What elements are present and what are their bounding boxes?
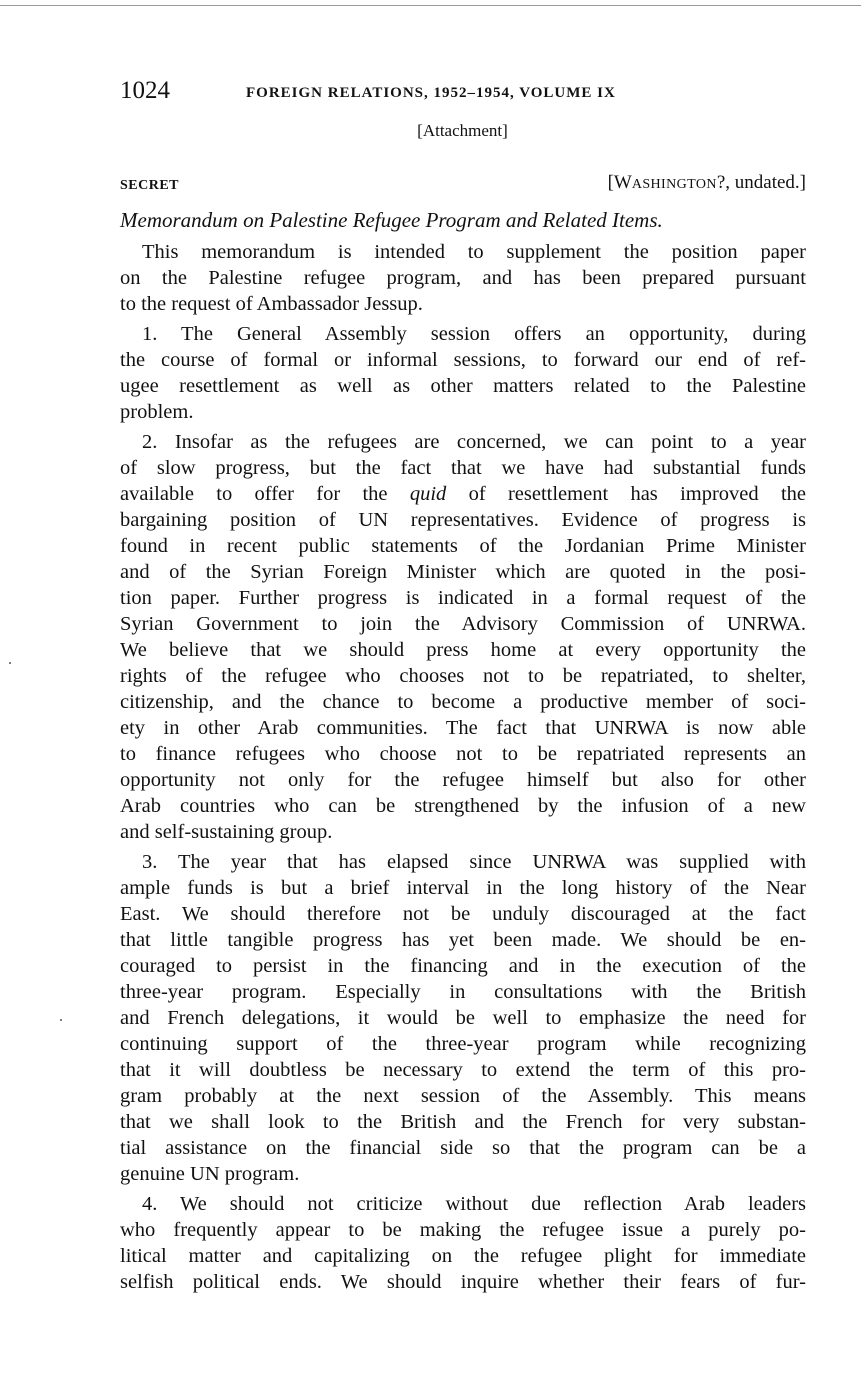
dateline bbox=[608, 172, 806, 194]
text-line: found in recent public statements of the Jordanian Prime Minister bbox=[120, 535, 806, 557]
paragraph-2 bbox=[120, 429, 806, 845]
text-line: We believe that we should press home at every opportunity the bbox=[120, 639, 806, 661]
scan-speck bbox=[9, 662, 11, 664]
text-line: Arab countries who can be strengthened by the infusion of a new bbox=[120, 795, 806, 817]
text-run: of resettlement has improved the bbox=[446, 483, 806, 505]
text-line: opportunity not only for the refugee himself but also for other bbox=[120, 769, 806, 791]
text-line: that little tangible progress has yet been made. We should be en- bbox=[120, 929, 806, 951]
dateline-rest: ?, undated.] bbox=[716, 172, 806, 193]
text-line: to finance refugees who choose not to be repatriated represents an bbox=[120, 743, 806, 765]
text-line: three-year program. Especially in consultations with the British bbox=[120, 981, 806, 1003]
running-head: FOREIGN RELATIONS, 1952–1954, VOLUME IX bbox=[246, 85, 616, 101]
text-line: tial assistance on the financial side so that the program can be a bbox=[120, 1137, 806, 1159]
text-line: Syrian Government to join the Advisory Commission of UNRWA. bbox=[120, 613, 806, 635]
text-line: This memorandum is intended to supplement the position paper bbox=[142, 241, 806, 263]
memorandum-body bbox=[120, 239, 806, 1299]
text-line: and self-sustaining group. bbox=[120, 821, 333, 843]
text-line: ugee resettlement as well as other matters related to the Palestine bbox=[120, 375, 806, 397]
paragraph-1 bbox=[120, 321, 806, 425]
text-line: 1. The General Assembly session offers an opportunity, during bbox=[142, 323, 806, 345]
text-line: that we shall look to the British and the French for very substan- bbox=[120, 1111, 806, 1133]
text-line: of slow progress, but the fact that we have had substantial funds bbox=[120, 457, 806, 479]
text-line: 2. Insofar as the refugees are concerned, we can point to a year bbox=[142, 431, 806, 453]
text-line: litical matter and capitalizing on the refugee plight for immediate bbox=[120, 1245, 806, 1267]
text-line: bargaining position of UN representatives. Evidence of progress is bbox=[120, 509, 806, 531]
classification-line bbox=[120, 172, 806, 198]
top-rule bbox=[0, 5, 861, 6]
text-line: on the Palestine refugee program, and has been prepared pursuant bbox=[120, 267, 806, 289]
paragraph-3 bbox=[120, 849, 806, 1187]
text-line: couraged to persist in the financing and in the execution of the bbox=[120, 955, 806, 977]
text-line: 4. We should not criticize without due reflection Arab leaders bbox=[142, 1193, 806, 1215]
text-line: gram probably at the next session of the Assembly. This means bbox=[120, 1085, 806, 1107]
text-line bbox=[120, 481, 806, 507]
page-header bbox=[120, 76, 810, 110]
text-line: and French delegations, it would be well to emphasize the need for bbox=[120, 1007, 806, 1029]
text-line: selfish political ends. We should inquire whether their fears of fur- bbox=[120, 1271, 806, 1293]
italic-term-quid: quid bbox=[409, 483, 447, 505]
text-line: continuing support of the three-year program while recognizing bbox=[120, 1033, 806, 1055]
paragraph-intro bbox=[120, 239, 806, 317]
paragraph-4 bbox=[120, 1191, 806, 1295]
text-line: ety in other Arab communities. The fact that UNRWA is now able bbox=[120, 717, 806, 739]
text-line: who frequently appear to be making the refugee issue a purely po- bbox=[120, 1219, 806, 1241]
text-line: tion paper. Further progress is indicated in a formal request of the bbox=[120, 587, 806, 609]
text-line: ample funds is but a brief interval in the long history of the Near bbox=[120, 877, 806, 899]
memorandum-title: Memorandum on Palestine Refugee Program and Related Items. bbox=[120, 208, 663, 232]
page-number: 1024 bbox=[120, 77, 170, 104]
dateline-open: [W bbox=[607, 172, 632, 193]
text-line: East. We should therefore not be unduly discouraged at the fact bbox=[120, 903, 806, 925]
classification-marking: SECRET bbox=[120, 178, 180, 193]
text-line: genuine UN program. bbox=[120, 1163, 300, 1185]
text-line: 3. The year that has elapsed since UNRWA was supplied with bbox=[142, 851, 806, 873]
text-line: problem. bbox=[120, 401, 194, 423]
attachment-label: [Attachment] bbox=[417, 121, 508, 140]
text-line: rights of the refugee who chooses not to be repatriated, to shelter, bbox=[120, 665, 806, 687]
text-line: citizenship, and the chance to become a productive member of soci- bbox=[120, 691, 806, 713]
text-line: and of the Syrian Foreign Minister which are quoted in the posi- bbox=[120, 561, 806, 583]
text-line: to the request of Ambassador Jessup. bbox=[120, 293, 423, 315]
text-line: that it will doubtless be necessary to extend the term of this pro- bbox=[120, 1059, 806, 1081]
text-run: available to offer for the bbox=[120, 483, 410, 505]
scan-speck bbox=[60, 1019, 62, 1021]
text-line: the course of formal or informal sessions, to forward our end of ref- bbox=[120, 349, 806, 371]
dateline-city: ASHINGTON bbox=[631, 177, 717, 192]
